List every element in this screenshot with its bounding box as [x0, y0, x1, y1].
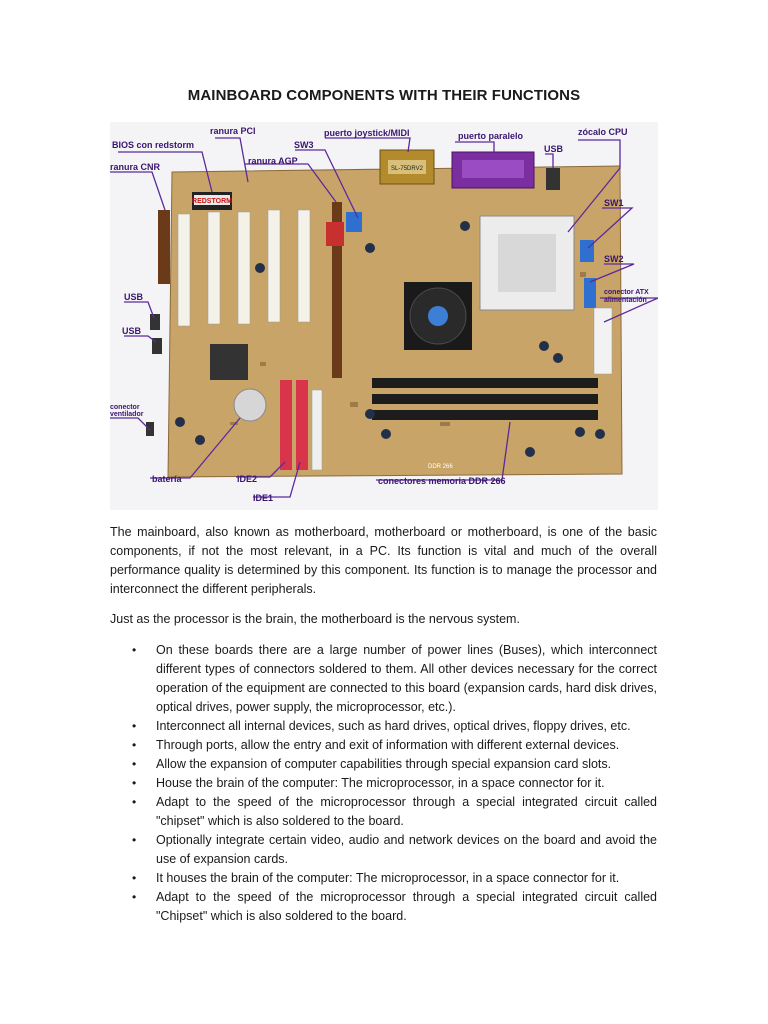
- label-agp: ranura AGP: [248, 156, 298, 166]
- label-paralelo: puerto paralelo: [458, 131, 524, 141]
- list-item: [110, 736, 657, 755]
- list-item-text: Adapt to the speed of the microprocessor through a special integrated circuit called "Chipset" which is also soldered to the board.: [156, 890, 657, 923]
- label-bios: BIOS con redstorm: [112, 140, 195, 150]
- label-atx-2: alimentación: [604, 297, 647, 304]
- label-vent-2: ventilador: [110, 411, 144, 418]
- label-bateria: batería: [152, 474, 182, 484]
- list-item-text: Optionally integrate certain video, audio and network devices on the board and avoid the use of expansion cards.: [156, 833, 657, 866]
- cnr-slot: [158, 210, 170, 284]
- ddr-ram-slots: [372, 378, 598, 420]
- bullet-icon: •: [132, 890, 137, 904]
- motherboard-figure: [110, 122, 658, 510]
- label-pci: ranura PCI: [210, 126, 256, 136]
- label-sw2: SW2: [604, 254, 624, 264]
- via-chip: [210, 344, 248, 380]
- bullet-icon: •: [132, 719, 137, 733]
- label-ddr: conectores memoria DDR 266: [378, 476, 506, 486]
- list-item: [110, 755, 657, 774]
- ide2-connector: [280, 380, 292, 470]
- list-item: [110, 717, 657, 736]
- label-cnr: ranura CNR: [110, 162, 161, 172]
- label-ide2: IDE2: [237, 474, 258, 484]
- list-item: [110, 641, 657, 717]
- label-joystick: puerto joystick/MIDI: [324, 128, 410, 138]
- analogy-paragraph: Just as the processor is the brain, the motherboard is the nervous system.: [110, 612, 520, 626]
- bullet-icon: •: [132, 757, 137, 771]
- list-item-text: On these boards there are a large number of power lines (Buses), which interconnect different types of connectors soldered to them. All other devices necessary for the correct operation of the equipment are connected to this board (expansion cards, hard disk drives, optical drives, power supply, the microprocessor, etc.).: [156, 643, 657, 714]
- page-title: MAINBOARD COMPONENTS WITH THEIR FUNCTIONS: [187, 87, 581, 104]
- list-item-text: House the brain of the computer: The microprocessor, in a space connector for it.: [156, 776, 605, 790]
- functions-list: [110, 641, 657, 926]
- list-item-text: Through ports, allow the entry and exit of information with different external devices.: [156, 738, 620, 752]
- motherboard-photo: [110, 122, 658, 510]
- list-item: [110, 793, 657, 831]
- label-usb-left-1: USB: [124, 292, 144, 302]
- cmos-battery: [234, 389, 266, 421]
- sw3-switch: [346, 212, 362, 232]
- list-item: [110, 869, 657, 888]
- label-usb-left-2: USB: [122, 326, 142, 336]
- list-item-text: Adapt to the speed of the microprocessor through a special integrated circuit called "chipset" which is also soldered to the board.: [156, 795, 657, 828]
- port-sticker: SL-75DRV2: [391, 166, 423, 172]
- list-item-text: Allow the expansion of computer capabilities through special expansion card slots.: [156, 757, 612, 771]
- label-ide1: IDE1: [253, 493, 274, 503]
- label-vent-1: conector: [110, 404, 140, 411]
- bullet-icon: •: [132, 643, 137, 657]
- intro-paragraph: The mainboard, also known as motherboard, motherboard or motherboard, is one of the basic components, if not the most relevant, in a PC. Its function is vital and much of the overall performance quality is determined by this component. Its function is to manage the processor and interconnect the different peripherals.: [110, 525, 657, 596]
- sw1-switch: [580, 240, 594, 262]
- label-sw3: SW3: [294, 140, 314, 150]
- label-sw1: SW1: [604, 198, 624, 208]
- bullet-icon: •: [132, 795, 137, 809]
- list-item-text: It houses the brain of the computer: The microprocessor, in a space connector for it.: [156, 871, 620, 885]
- sw2-switch: [584, 278, 596, 308]
- redstorm-sticker: REDSTORM: [192, 198, 232, 205]
- atx-connector: [594, 308, 612, 374]
- bullet-icon: •: [132, 833, 137, 847]
- label-atx-1: conector ATX: [604, 289, 649, 296]
- list-item: [110, 888, 657, 926]
- list-item-text: Interconnect all internal devices, such as hard drives, optical drives, floppy drives, etc.: [156, 719, 631, 733]
- bullet-icon: •: [132, 738, 137, 752]
- ide1-connector: [296, 380, 308, 470]
- usb-top-port: [546, 168, 560, 190]
- list-item: [110, 774, 657, 793]
- list-item: [110, 831, 657, 869]
- bullet-icon: •: [132, 871, 137, 885]
- label-zocalo: zócalo CPU: [578, 127, 628, 137]
- ddr-sticker: DDR 266: [428, 464, 453, 470]
- bullet-icon: •: [132, 776, 137, 790]
- label-usb-top: USB: [544, 144, 564, 154]
- pcb-board: [168, 166, 622, 477]
